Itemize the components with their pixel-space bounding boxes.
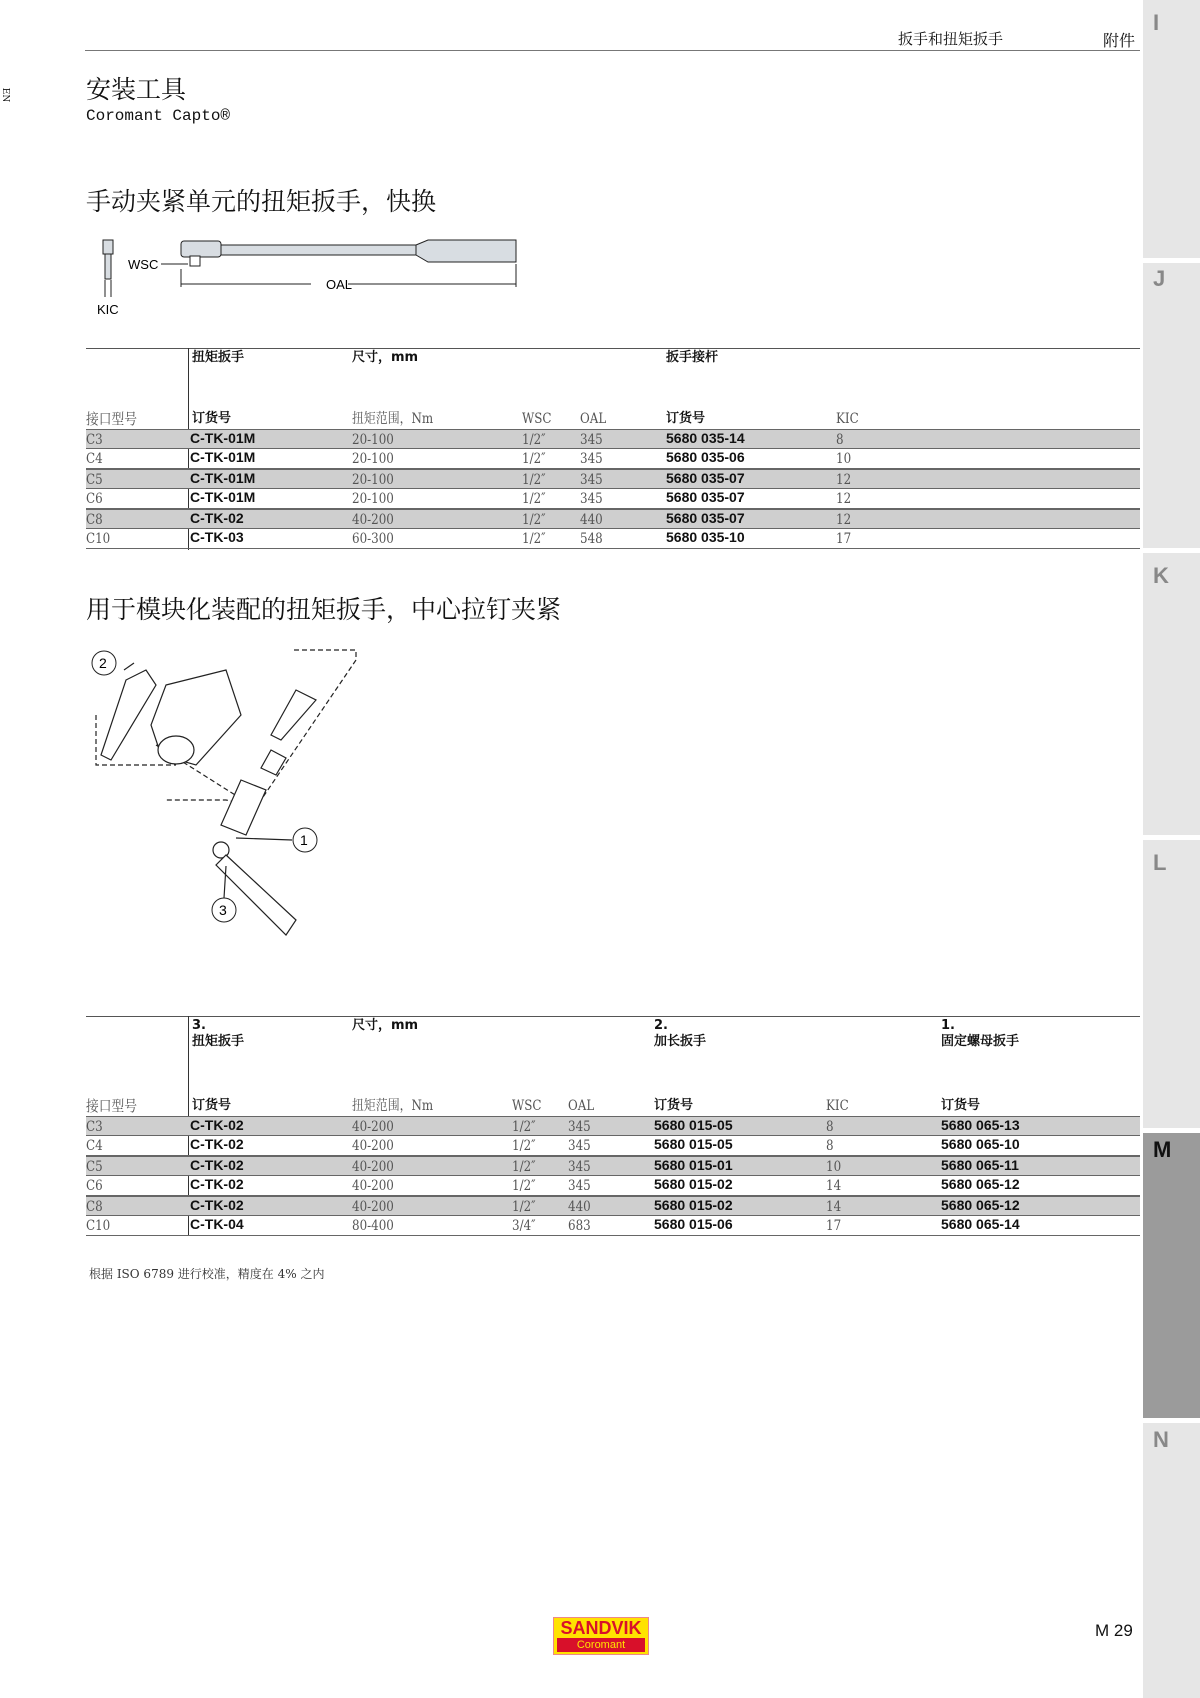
oal-label: OAL [326, 277, 353, 292]
group-header: 扳手接杆 [666, 350, 719, 365]
table-cell: 345 [580, 451, 603, 467]
table-cell: 5680 015-06 [654, 1216, 733, 1232]
table-cell: 17 [826, 1218, 842, 1234]
table-cell: 1/2″ [512, 1159, 536, 1175]
table-cell: 20-100 [352, 432, 394, 448]
group-number: 1. [941, 1018, 955, 1033]
table-cell: C5 [86, 1159, 103, 1175]
tab-l[interactable]: L [1143, 840, 1200, 1128]
callout-3: 3 [219, 902, 227, 918]
table-cell: C10 [86, 1218, 111, 1234]
table-cell: 5680 065-12 [941, 1197, 1020, 1213]
table-cell: 17 [836, 531, 852, 547]
torque-wrench-table-1 [86, 348, 1140, 550]
column-header: 订货号 [941, 1098, 981, 1113]
table-cell: 1/2″ [512, 1138, 536, 1154]
page-subtitle: Coromant Capto® [86, 107, 231, 125]
table-row [86, 429, 1140, 449]
table-cell: C8 [86, 512, 103, 528]
table-cell: 5680 015-05 [654, 1136, 733, 1152]
callout-1: 1 [300, 832, 308, 848]
tab-j[interactable]: J [1143, 263, 1200, 548]
table-cell: C-TK-02 [190, 1157, 244, 1173]
column-header: 订货号 [192, 1098, 232, 1113]
table-cell: C-TK-03 [190, 529, 244, 545]
table-cell: C-TK-04 [190, 1216, 244, 1232]
tab-m[interactable]: M [1143, 1133, 1200, 1418]
table-cell: 1/2″ [512, 1178, 536, 1194]
group-number: 3. [192, 1018, 206, 1033]
table-cell: 1/2″ [522, 451, 546, 467]
table-row [86, 1196, 1140, 1216]
table-cell: 12 [836, 491, 852, 507]
table-cell: 5680 035-07 [666, 510, 745, 526]
wsc-label: WSC [128, 257, 159, 272]
section1-title: 手动夹紧单元的扭矩扳手，快换 [86, 187, 437, 216]
table-cell: 10 [826, 1159, 842, 1175]
column-header: KIC [836, 411, 859, 427]
table-cell: 5680 065-13 [941, 1117, 1020, 1133]
table-cell: 1/2″ [522, 432, 546, 448]
column-header: OAL [568, 1098, 595, 1114]
footnote: 根据 ISO 6789 进行校准，精度在 4% 之内 [89, 1267, 325, 1281]
table-cell: C6 [86, 1178, 103, 1194]
table-cell: 5680 065-10 [941, 1136, 1020, 1152]
table-cell: C-TK-01M [190, 449, 256, 465]
table-cell: 345 [568, 1159, 591, 1175]
table-cell: 1/2″ [512, 1119, 536, 1135]
table-cell: C-TK-02 [190, 1176, 244, 1192]
table-cell: C3 [86, 432, 103, 448]
table-cell: 80-400 [352, 1218, 394, 1234]
table-row [86, 1176, 1140, 1196]
page-title: 安装工具 [86, 75, 187, 104]
table-cell: 5680 035-07 [666, 489, 745, 505]
table-cell: 5680 015-02 [654, 1197, 733, 1213]
header-divider [85, 50, 1140, 51]
table-cell: 14 [826, 1178, 842, 1194]
callout-2: 2 [99, 655, 107, 671]
group-header: 扭矩扳手 [192, 1034, 245, 1049]
table-cell: 12 [836, 472, 852, 488]
table-cell: 1/2″ [522, 472, 546, 488]
table-row [86, 1156, 1140, 1176]
column-header: 扭矩范围，Nm [352, 411, 434, 427]
column-header: 接口型号 [86, 410, 138, 428]
tab-k[interactable]: K [1143, 553, 1200, 835]
table-cell: C-TK-01M [190, 430, 256, 446]
table-cell: 683 [568, 1218, 591, 1234]
table-row [86, 449, 1140, 469]
column-header: 扭矩范围，Nm [352, 1098, 434, 1114]
page-number: M 29 [1095, 1621, 1133, 1640]
table-cell: 5680 035-06 [666, 449, 745, 465]
table-row [86, 1116, 1140, 1136]
table-cell: C4 [86, 1138, 103, 1154]
group-header: 尺寸，mm [352, 1018, 419, 1033]
table-cell: C-TK-02 [190, 510, 244, 526]
table-cell: 548 [580, 531, 603, 547]
column-header: KIC [826, 1098, 849, 1114]
table-cell: 5680 015-02 [654, 1176, 733, 1192]
group-number: 2. [654, 1018, 668, 1033]
table-cell: 8 [826, 1119, 834, 1135]
table-row [86, 509, 1140, 529]
table-cell: C10 [86, 531, 111, 547]
table-cell: 345 [568, 1178, 591, 1194]
language-marker: EN [0, 87, 11, 103]
table-cell: 5680 035-10 [666, 529, 745, 545]
table-cell: C-TK-01M [190, 489, 256, 505]
table-cell: C6 [86, 491, 103, 507]
logo-sub: Coromant [557, 1638, 645, 1652]
column-header: WSC [512, 1098, 542, 1114]
column-header: 订货号 [192, 411, 232, 426]
table-cell: C-TK-02 [190, 1197, 244, 1213]
sandvik-logo [553, 1617, 649, 1655]
table-cell: 10 [836, 451, 852, 467]
tab-n[interactable]: N [1143, 1423, 1200, 1698]
table-row [86, 1136, 1140, 1156]
table-cell: C3 [86, 1119, 103, 1135]
header-section: 扳手和扭矩扳手 [898, 30, 1004, 48]
modular-torque-wrench-diagram [86, 640, 376, 970]
kic-label: KIC [97, 302, 119, 317]
table-cell: 1/2″ [512, 1199, 536, 1215]
torque-wrench-table-2 [86, 1016, 1140, 1236]
table-cell: 5680 015-05 [654, 1117, 733, 1133]
column-header: OAL [580, 411, 607, 427]
torque-wrench-diagram [86, 232, 526, 327]
table-cell: 5680 065-12 [941, 1176, 1020, 1192]
table-cell: C-TK-02 [190, 1117, 244, 1133]
table-cell: C4 [86, 451, 103, 467]
column-header: 订货号 [666, 411, 706, 426]
table-row [86, 1216, 1140, 1236]
table-cell: 345 [568, 1138, 591, 1154]
table-cell: 60-300 [352, 531, 394, 547]
table-cell: 14 [826, 1199, 842, 1215]
header-category: 附件 [1103, 31, 1136, 50]
table-cell: 8 [826, 1138, 834, 1154]
table-cell: 5680 065-11 [941, 1157, 1019, 1173]
table-cell: 5680 035-07 [666, 470, 745, 486]
table-cell: 345 [568, 1119, 591, 1135]
table-cell: 440 [580, 512, 603, 528]
table-cell: 345 [580, 491, 603, 507]
group-header: 扭矩扳手 [192, 350, 245, 365]
table-cell: 5680 015-01 [654, 1157, 733, 1173]
table-cell: 20-100 [352, 451, 394, 467]
table-cell: C-TK-02 [190, 1136, 244, 1152]
column-header: WSC [522, 411, 552, 427]
logo-brand: SANDVIK [560, 1618, 642, 1638]
group-header: 固定螺母扳手 [941, 1034, 1020, 1049]
table-cell: 3/4″ [512, 1218, 536, 1234]
table-cell: 345 [580, 432, 603, 448]
table-cell: 40-200 [352, 1138, 394, 1154]
table-cell: 1/2″ [522, 531, 546, 547]
table-cell: 1/2″ [522, 512, 546, 528]
table-row [86, 489, 1140, 509]
table-cell: 8 [836, 432, 844, 448]
table-cell: 5680 065-14 [941, 1216, 1020, 1232]
table-cell: 20-100 [352, 472, 394, 488]
table-cell: 40-200 [352, 1178, 394, 1194]
table-cell: 5680 035-14 [666, 430, 745, 446]
column-header: 订货号 [654, 1098, 694, 1113]
table-cell: 40-200 [352, 1119, 394, 1135]
table-cell: 345 [580, 472, 603, 488]
table-cell: C5 [86, 472, 103, 488]
table-row [86, 469, 1140, 489]
group-header: 加长扳手 [654, 1034, 707, 1049]
group-header: 尺寸，mm [352, 350, 419, 365]
table-cell: 40-200 [352, 512, 394, 528]
table-cell: C-TK-01M [190, 470, 256, 486]
table-row [86, 529, 1140, 549]
table-cell: C8 [86, 1199, 103, 1215]
table-cell: 440 [568, 1199, 591, 1215]
tab-i[interactable]: I [1143, 0, 1200, 258]
section2-title: 用于模块化装配的扭矩扳手，中心拉钉夹紧 [86, 595, 562, 624]
table-cell: 40-200 [352, 1199, 394, 1215]
table-cell: 20-100 [352, 491, 394, 507]
table-cell: 1/2″ [522, 491, 546, 507]
column-header: 接口型号 [86, 1097, 138, 1115]
table-cell: 12 [836, 512, 852, 528]
table-cell: 40-200 [352, 1159, 394, 1175]
